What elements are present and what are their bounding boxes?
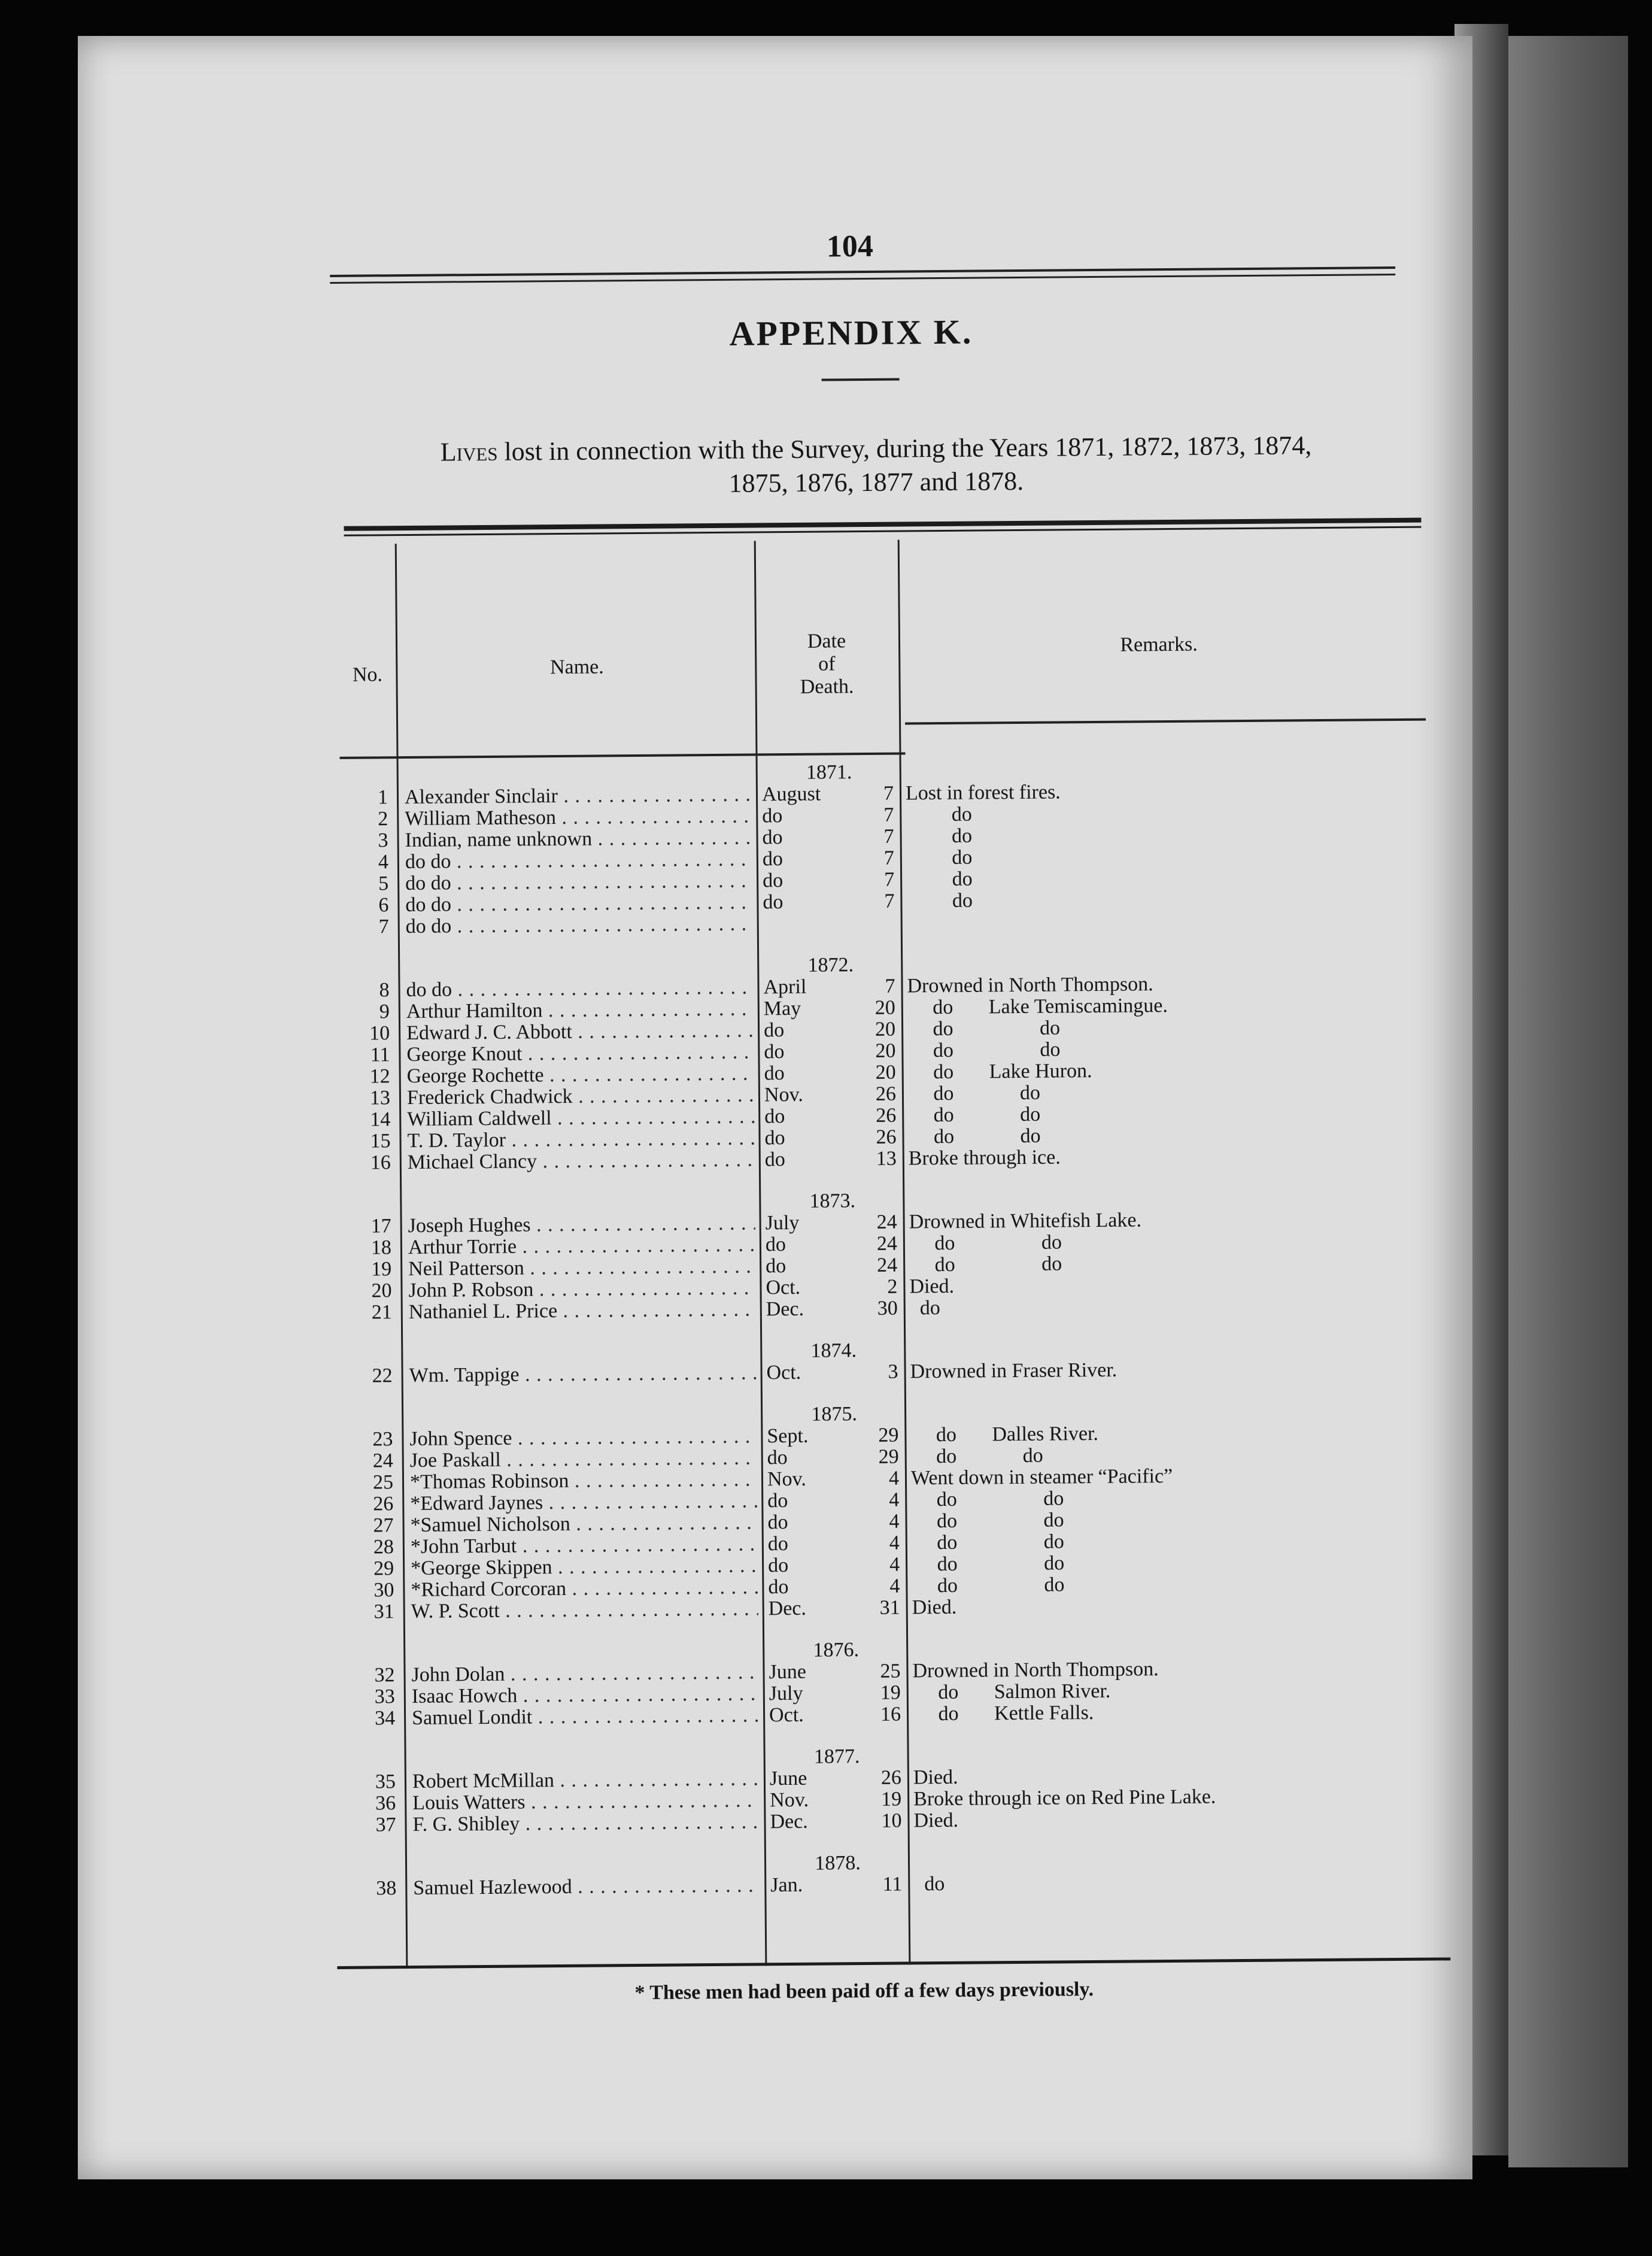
title-divider [822,378,900,381]
row-name: Joe Paskall . . . [410,1447,757,1472]
year-label: 1873. [809,1190,856,1212]
row-number: 24 [372,1450,393,1472]
row-remarks: Drowned in North Thompson. [907,973,1153,997]
row-number: 3 [378,829,388,852]
row-day: 7 [885,975,895,997]
header-no: No. [352,663,383,686]
row-day: 3 [888,1360,898,1383]
row-remarks: Drowned in Fraser River. [910,1359,1117,1383]
row-day: 7 [883,803,894,826]
row-day: 26 [876,1126,897,1148]
row-remarks: Died. [913,1809,959,1832]
row-day: 2 [887,1275,898,1298]
appendix-title: APPENDIX K. [729,312,973,353]
row-number: 27 [373,1514,394,1537]
row-name: Samuel Hazlewood . . . [413,1875,760,1899]
row-month: Dec. [770,1810,808,1833]
row-month: Sept. [767,1424,809,1448]
row-name: Robert McMillan . . . [412,1768,760,1793]
row-number: 26 [373,1493,394,1515]
row-name: Isaac Howch . . . [412,1683,759,1708]
row-month: do [764,1041,785,1063]
row-month: do [762,826,783,849]
row-remarks: Drowned in North Thompson. [912,1658,1159,1682]
row-remarks: do do [908,1103,1041,1127]
header-remarks: Remarks. [1120,633,1198,656]
row-name: Louis Watters . . . [412,1790,760,1814]
header-rule-remarks [905,718,1426,725]
row-remarks: do do [907,1017,1061,1041]
row-month: do [767,1511,788,1534]
row-number: 37 [375,1814,396,1836]
row-month: do [768,1576,789,1599]
row-remarks: Died. [912,1596,957,1619]
row-month: Dec. [768,1597,807,1620]
row-name: *Samuel Nicholson . . . [410,1512,757,1536]
row-remarks: do do [909,1231,1062,1255]
row-day: 7 [883,825,894,848]
row-number: 23 [372,1428,393,1451]
row-month: do [765,1233,786,1256]
row-name: Nathaniel L. Price . . . [409,1299,756,1323]
year-label: 1871. [806,761,852,784]
row-name: *John Tarbut . . . [411,1533,758,1558]
row-remarks: do do [912,1573,1065,1597]
row-name: Joseph Hughes . . . [408,1212,755,1237]
row-remarks: Went down in steamer “Pacific” [910,1464,1173,1490]
footnote: * These men had been paid off a few days previously. [634,1978,1094,2005]
row-remarks: Broke through ice on Red Pine Lake. [913,1785,1216,1811]
row-name: T. D. Taylor . . . [407,1127,754,1152]
row-number: 35 [375,1770,396,1793]
row-day: 20 [875,1061,896,1084]
row-number: 17 [371,1215,391,1238]
row-day: 16 [880,1703,901,1726]
row-number: 33 [374,1685,395,1708]
row-day: 4 [889,1510,900,1533]
row-month: do [767,1447,788,1469]
row-name: Arthur Torrie . . . [408,1234,755,1259]
row-name: Frederick Chadwick . . . [407,1084,754,1109]
row-number: 11 [370,1044,390,1066]
year-label: 1872. [807,954,854,977]
row-month: May [763,997,801,1020]
row-month: July [769,1682,803,1705]
row-name: do do . . . [405,848,752,873]
row-number: 31 [373,1600,394,1623]
row-day: 25 [880,1660,901,1682]
row-day: 26 [880,1766,902,1789]
row-month: Oct. [766,1361,801,1384]
row-month: Nov. [764,1083,803,1106]
row-number: 13 [369,1087,391,1109]
row-day: 4 [889,1532,900,1554]
deaths-table [338,536,1427,1969]
row-month: do [763,1019,785,1042]
row-month: do [763,891,784,914]
row-name: George Rochette . . . [407,1063,754,1087]
row-number: 1 [377,786,388,809]
row-day: 19 [881,1788,902,1811]
row-name: Alexander Sinclair . . . [405,784,752,808]
row-day: 24 [876,1211,897,1233]
caption-line-1: lost in connection with the Survey, during the Years 1871, 1872, 1873, 1874, [497,430,1312,466]
row-month: do [762,848,784,871]
header-rule-left [339,752,905,759]
row-number: 29 [373,1557,394,1580]
row-name: John P. Robson . . . [408,1277,755,1302]
row-day: 4 [889,1575,900,1597]
row-remarks: do [906,803,972,826]
row-name: Neil Patterson . . . [408,1256,755,1280]
row-name: *George Skippen . . . [411,1555,758,1579]
row-name: *Thomas Robinson . . . [410,1469,757,1493]
row-remarks: do Lake Huron. [907,1060,1092,1084]
row-remarks: Drowned in Whitefish Lake. [909,1209,1142,1233]
row-name: John Spence . . . [409,1426,757,1450]
row-remarks: do do [907,1038,1061,1062]
row-number: 15 [370,1130,391,1153]
row-month: June [769,1767,807,1790]
row-number: 14 [370,1108,391,1131]
row-month: do [767,1554,789,1577]
row-name: Arthur Hamilton . . . [406,998,754,1023]
row-name: do do . . . [406,913,753,938]
row-number: 16 [370,1151,391,1174]
row-remarks: do [906,824,973,848]
row-name: William Caldwell . . . [407,1106,754,1130]
row-month: April [763,975,807,999]
row-month: Oct. [769,1703,804,1727]
row-number: 21 [371,1301,392,1324]
row-month: do [762,869,784,892]
row-number: 36 [375,1792,396,1815]
row-remarks: do do [911,1530,1064,1554]
header-rule [330,266,1395,284]
row-month: do [762,805,783,827]
row-number: 25 [372,1471,394,1494]
row-month: Nov. [770,1788,809,1812]
row-month: do [764,1062,785,1085]
row-name: do do . . . [405,892,752,916]
row-number: 32 [374,1664,395,1687]
year-label: 1877. [813,1745,860,1768]
header-name: Name. [549,656,604,679]
row-number: 2 [378,808,388,830]
row-month [763,912,847,913]
row-number: 30 [373,1579,394,1602]
row-day: 29 [878,1424,899,1447]
row-remarks: Died. [909,1275,955,1298]
row-name: do do . . . [406,977,753,1001]
row-name: Samuel Londit . . . [412,1705,759,1729]
row-name: Wm. Tappige . . . [409,1362,756,1387]
row-name: do do . . . [405,870,752,894]
row-remarks: do do [907,1081,1041,1105]
row-remarks: do [914,1872,945,1896]
row-month: do [764,1148,785,1171]
row-name: William Matheson . . . [405,805,752,830]
row-name: Indian, name unknown . . . [405,827,752,851]
row-day: 31 [879,1596,900,1619]
row-number: 20 [371,1279,392,1302]
row-remarks: do [906,889,973,912]
row-name: F. G. Shibley . . . [412,1811,760,1836]
caption-lead-word: Lives [440,436,498,467]
row-remarks: do do [908,1124,1041,1148]
row-number: 19 [371,1258,392,1281]
row-number: 4 [378,851,389,874]
row-remarks: do do [911,1487,1064,1511]
row-number: 7 [378,915,389,938]
row-remarks: Died. [913,1766,958,1789]
row-remarks: do do [909,1253,1062,1276]
row-name: *Edward Jaynes . . . [410,1490,757,1515]
row-number: 12 [369,1065,390,1088]
row-name: W. P. Scott . . . [411,1598,758,1623]
row-day: 20 [874,1018,896,1041]
row-remarks: do do [911,1509,1064,1533]
row-day: 26 [875,1082,897,1105]
row-number: 22 [372,1364,393,1387]
table-top-rule [344,518,1421,536]
page-content [251,176,1437,2005]
row-month: do [764,1105,785,1128]
row-day: 20 [874,996,895,1019]
row-number: 28 [373,1536,394,1558]
row-day: 7 [883,847,894,869]
row-day: 24 [876,1232,898,1255]
row-month: do [767,1490,788,1512]
row-day: 7 [883,782,894,805]
year-label: 1874. [810,1339,857,1362]
row-month: do [767,1533,788,1555]
row-number: 9 [379,1000,390,1023]
row-remarks: do do [911,1552,1065,1576]
table-caption [337,428,1415,504]
row-remarks: Broke through ice. [908,1146,1061,1170]
row-number: 8 [379,979,390,1002]
row-number: 38 [376,1877,397,1900]
row-month: Dec. [766,1297,804,1321]
row-remarks: do Salmon River. [912,1679,1111,1704]
header-date-of-death: Date of Death. [800,630,854,698]
row-month: do [764,1127,785,1150]
year-label: 1878. [815,1852,861,1875]
row-day: 11 [882,1873,903,1896]
row-month: Oct. [766,1276,801,1299]
row-month: Jan. [770,1873,803,1897]
row-day: 7 [883,868,895,891]
caption-line-2: 1875, 1876, 1877 and 1878. [728,466,1024,498]
row-name: John Dolan . . . [411,1661,758,1686]
row-remarks: Lost in forest fires. [905,781,1061,805]
row-day: 29 [878,1445,899,1468]
row-day [850,912,895,913]
year-label: 1875. [811,1403,858,1426]
row-number: 5 [378,872,389,895]
row-month: do [766,1255,786,1278]
row-month: July [765,1211,800,1235]
row-name: Michael Clancy . . . [408,1149,755,1174]
row-remarks: do [909,1297,940,1320]
row-day: 19 [880,1681,901,1704]
row-remarks: do [906,846,973,869]
facing-page-edge [1508,36,1628,2167]
scanned-page [78,36,1472,2179]
row-day: 7 [884,890,895,912]
table-body [340,757,1426,1900]
row-month: June [769,1660,806,1684]
row-remarks: do Lake Temiscamingue. [907,994,1168,1019]
row-month: August [761,783,821,806]
row-day: 24 [877,1254,898,1276]
row-number: 34 [374,1707,396,1730]
row-remarks: do [906,868,973,891]
row-day: 4 [888,1467,900,1490]
row-remarks: do Dalles River. [910,1422,1099,1447]
row-day: 26 [876,1104,897,1127]
row-name: George Knout . . . [406,1041,754,1066]
row-remarks: do Kettle Falls. [912,1702,1094,1726]
row-day: 10 [881,1809,902,1832]
row-name: Edward J. C. Abbott . . . [406,1020,754,1044]
row-day: 20 [875,1039,896,1062]
row-number: 6 [378,894,389,917]
row-day: 4 [889,1553,900,1576]
row-month: Nov. [767,1467,806,1491]
row-remarks: do do [910,1444,1043,1468]
row-number: 18 [371,1236,392,1259]
row-number: 10 [369,1022,390,1045]
row-day: 4 [889,1488,900,1511]
page-number: 104 [826,229,874,264]
row-day: 30 [877,1297,898,1320]
row-day: 13 [876,1147,897,1170]
year-label: 1876. [813,1639,860,1661]
row-name: *Richard Corcoran . . . [411,1576,758,1601]
